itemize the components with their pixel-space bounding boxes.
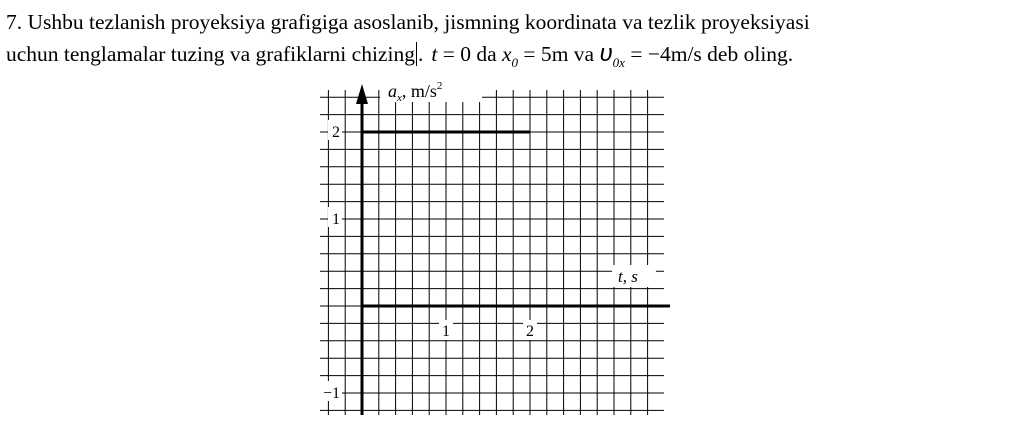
ylabel-exponent: 2 [436,80,443,92]
x-tick-label: 1 [442,323,450,340]
problem-number: 7. [6,10,23,34]
time-value: = 0 [442,42,471,66]
velocity-unit: m/s [670,42,702,66]
problem-sentence: Ushbu tezlanish proyeksiya grafigiga asoslanib, jismning koordinata va tezlik proyeksiyasi [27,10,810,34]
problem-text [6,6,1030,70]
ylabel-variable: a [388,81,397,101]
coord-unit: m [551,42,569,66]
word-deb-oling: deb oling. [707,42,794,66]
word-va: va [573,42,595,66]
problem-line-1 [6,6,1030,38]
svg-text:ax, m/s2 [388,80,442,104]
x-tick-label: 2 [526,323,534,340]
period: . [417,42,424,66]
ylabel-unit: , m/s [401,81,437,101]
coord-value: = 5 [523,42,552,66]
xlabel-text: t, s [618,267,638,286]
problem-line-2 [6,38,1030,70]
coord-variable: x [502,42,512,66]
velocity-value: = −4 [630,42,671,66]
y-tick-label: −1 [322,385,340,402]
coord-subscript: 0 [511,55,519,70]
velocity-variable: υ [599,40,613,67]
tick-labels [318,120,537,402]
text-cursor [416,42,417,66]
y-tick-label: 2 [332,124,340,141]
acceleration-graph [300,80,670,421]
ylabel-subscript: x [397,92,402,104]
y-axis-arrow [356,84,368,104]
velocity-subscript: 0x [612,55,625,70]
graph-grid [320,90,664,415]
y-tick-label: 1 [332,211,340,228]
word-da: da [476,42,497,66]
time-variable: t [431,42,438,66]
y-axis-label [380,80,482,104]
x-axis-label [612,265,656,287]
problem-line2-start: uchun tenglamalar tuzing va grafiklarni chizing [6,42,415,66]
